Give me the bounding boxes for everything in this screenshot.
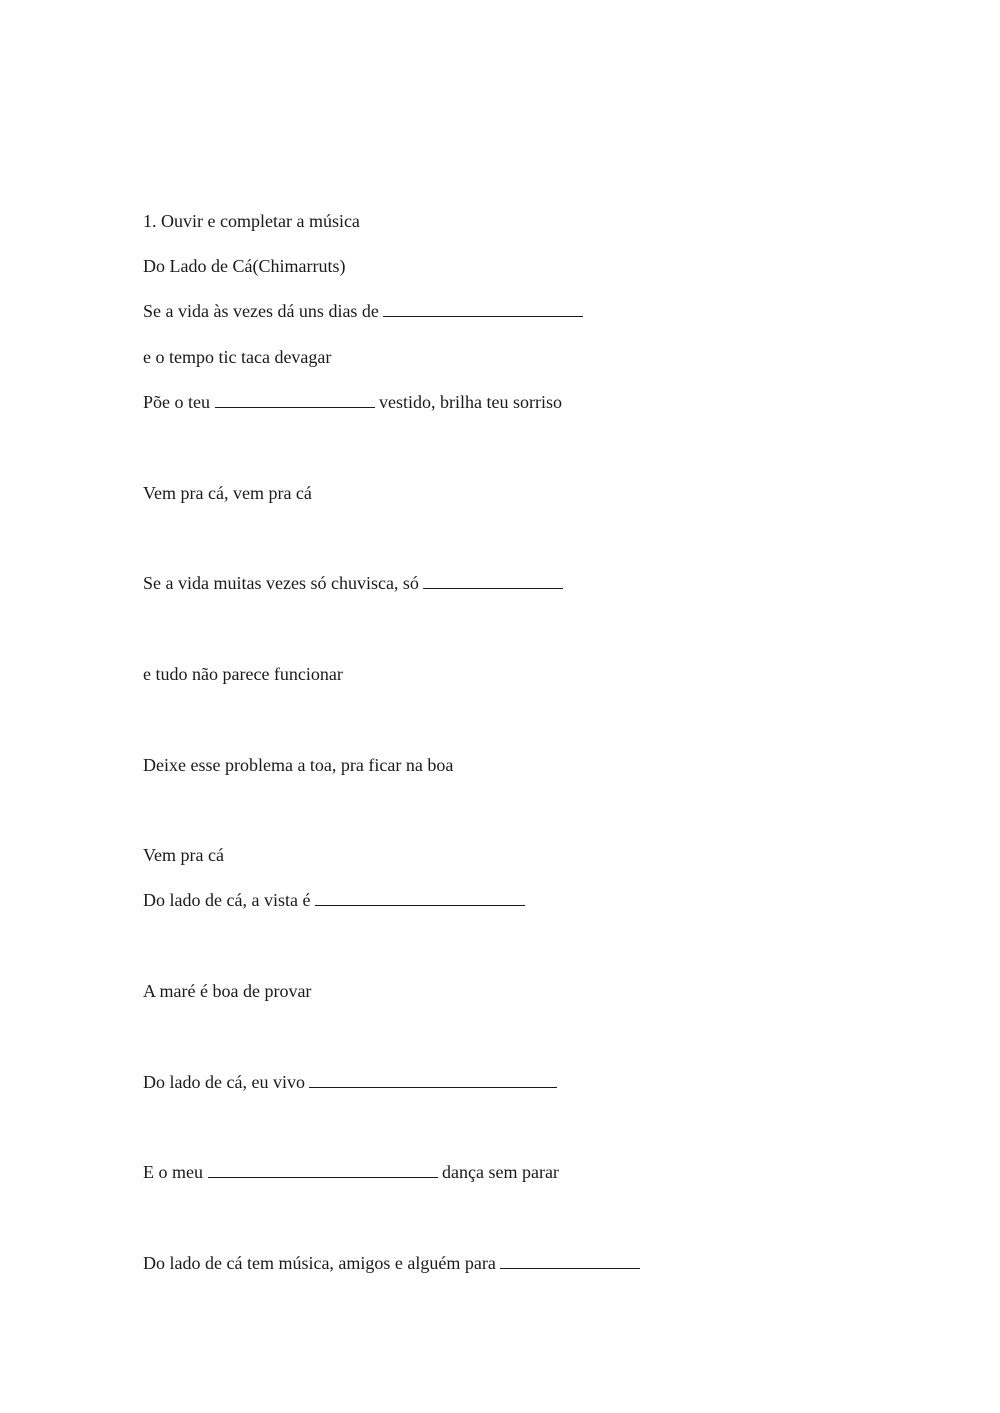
lyric-text: dança sem parar: [437, 1162, 559, 1182]
fill-in-blank[interactable]: [423, 573, 563, 589]
lyric-line: Vem pra cá, vem pra cá: [143, 483, 312, 503]
lyric-line: Vem pra cá: [143, 845, 224, 865]
lyric-text: vestido, brilha teu sorriso: [374, 392, 562, 412]
lyric-text: Do lado de cá tem música, amigos e alguém para: [143, 1253, 501, 1273]
lyric-line-blank-3: [143, 572, 563, 594]
lyric-text: Se a vida muitas vezes só chuvisca, só: [143, 573, 424, 593]
lyric-line-blank-6: [143, 1161, 559, 1183]
lyric-line-blank-2: [143, 391, 562, 413]
fill-in-blank[interactable]: [208, 1162, 438, 1178]
lyric-line: A maré é boa de provar: [143, 981, 312, 1001]
lyric-line-blank-5: [143, 1071, 557, 1093]
fill-in-blank[interactable]: [500, 1253, 640, 1269]
fill-in-blank[interactable]: [383, 301, 583, 317]
lyric-line-blank-1: [143, 300, 583, 322]
lyric-line-blank-7: [143, 1252, 640, 1274]
lyric-line: e tudo não parece funcionar: [143, 664, 343, 684]
song-title: Do Lado de Cá(Chimarruts): [143, 256, 346, 276]
fill-in-blank[interactable]: [309, 1072, 557, 1088]
lyric-text: Põe o teu: [143, 392, 215, 412]
lyric-text: Do lado de cá, eu vivo: [143, 1072, 310, 1092]
exercise-instruction: 1. Ouvir e completar a música: [143, 211, 360, 231]
lyric-line-blank-4: [143, 889, 525, 911]
fill-in-blank[interactable]: [215, 392, 375, 408]
lyric-line: Deixe esse problema a toa, pra ficar na boa: [143, 755, 454, 775]
fill-in-blank[interactable]: [315, 890, 525, 906]
lyric-text: Do lado de cá, a vista é: [143, 890, 315, 910]
lyric-text: Se a vida às vezes dá uns dias de: [143, 301, 384, 321]
lyric-line: e o tempo tic taca devagar: [143, 347, 332, 367]
lyric-text: E o meu: [143, 1162, 208, 1182]
